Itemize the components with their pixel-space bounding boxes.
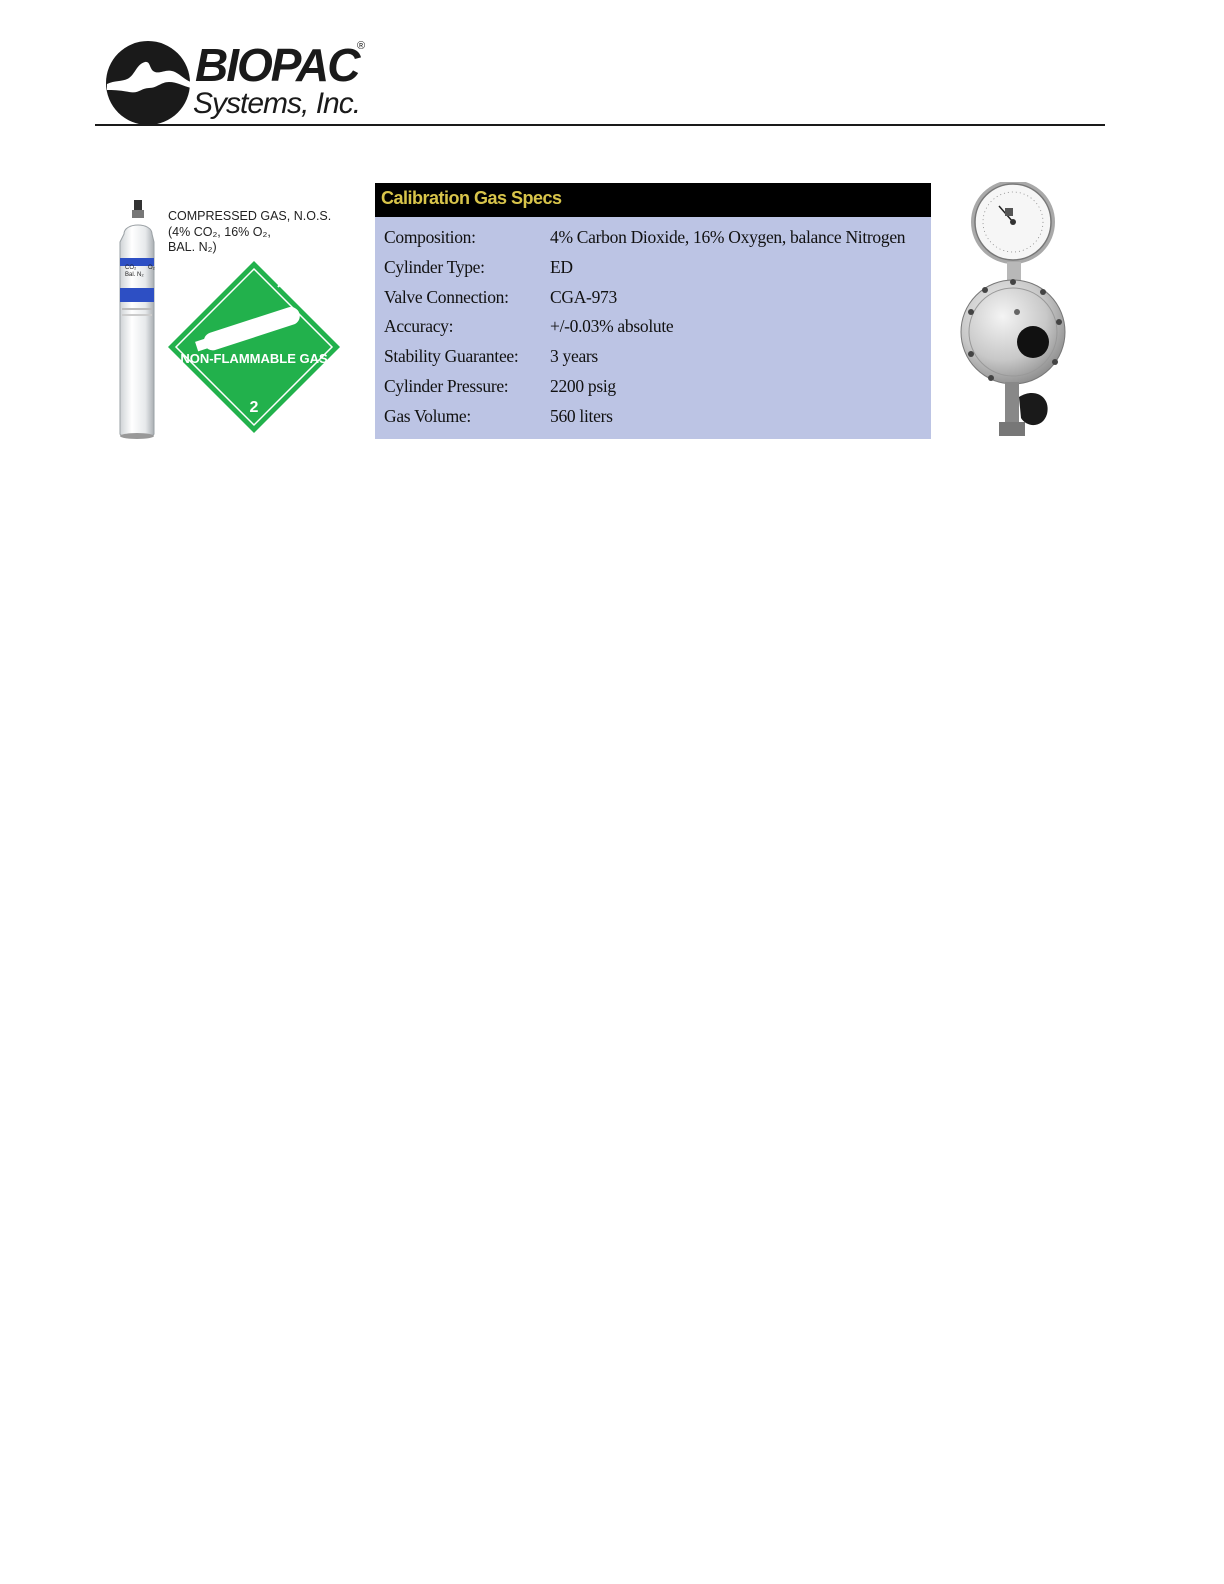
gas-hazard-caption: COMPRESSED GAS, N.O.S. (4% CO₂, 16% O₂, BAL. N₂) <box>168 209 332 254</box>
placard-label: NON-FLAMMABLE GAS <box>180 351 328 366</box>
spec-label: Gas Volume: <box>384 405 471 426</box>
spec-row-gas-volume <box>375 404 931 434</box>
calibration-gas-specs-table <box>375 183 931 439</box>
spec-label: Composition: <box>384 227 476 247</box>
spec-row-valve-connection <box>375 285 931 315</box>
logo-subtitle-text: Systems, Inc. <box>193 87 361 120</box>
registered-mark: ® <box>357 40 366 52</box>
gas-cylinder-icon <box>110 198 170 443</box>
non-flammable-gas-placard <box>166 259 342 435</box>
spec-row-stability-guarantee <box>375 344 931 374</box>
spec-row-accuracy <box>375 314 931 344</box>
specs-rows <box>375 225 931 434</box>
spec-row-composition <box>375 225 931 255</box>
spec-value: 560 liters <box>550 405 613 426</box>
spec-label: Accuracy: <box>384 316 454 337</box>
spec-value: 2200 psig <box>550 375 616 396</box>
specs-header-bar <box>375 183 931 217</box>
logo-brand-text: BIOPAC <box>195 39 359 91</box>
spec-value: +/-0.03% absolute <box>550 316 674 337</box>
pressure-regulator-icon <box>955 182 1075 442</box>
spec-row-cylinder-type <box>375 255 931 285</box>
header-divider <box>95 124 1105 126</box>
spec-value: 3 years <box>550 346 598 367</box>
placard-class-number: 2 <box>249 399 259 416</box>
company-logo <box>105 38 375 128</box>
spec-label: Stability Guarantee: <box>384 346 519 367</box>
spec-label: Cylinder Type: <box>384 256 485 277</box>
spec-value: 4% Carbon Dioxide, 16% Oxygen, balance Nitrogen <box>550 227 906 247</box>
gas-cylinder-figure <box>105 195 345 445</box>
spec-value: CGA-973 <box>550 286 617 307</box>
pressure-regulator-image <box>955 182 1075 442</box>
spec-row-cylinder-pressure <box>375 374 931 404</box>
spec-value: ED <box>550 256 573 277</box>
spec-label: Cylinder Pressure: <box>384 375 509 396</box>
specs-title: Calibration Gas Specs <box>381 188 562 208</box>
cylinder-label-text: CO₂ O₂ Bal. N₂ <box>125 265 156 278</box>
biopac-wave-icon <box>105 38 195 128</box>
spec-label: Valve Connection: <box>384 286 509 307</box>
